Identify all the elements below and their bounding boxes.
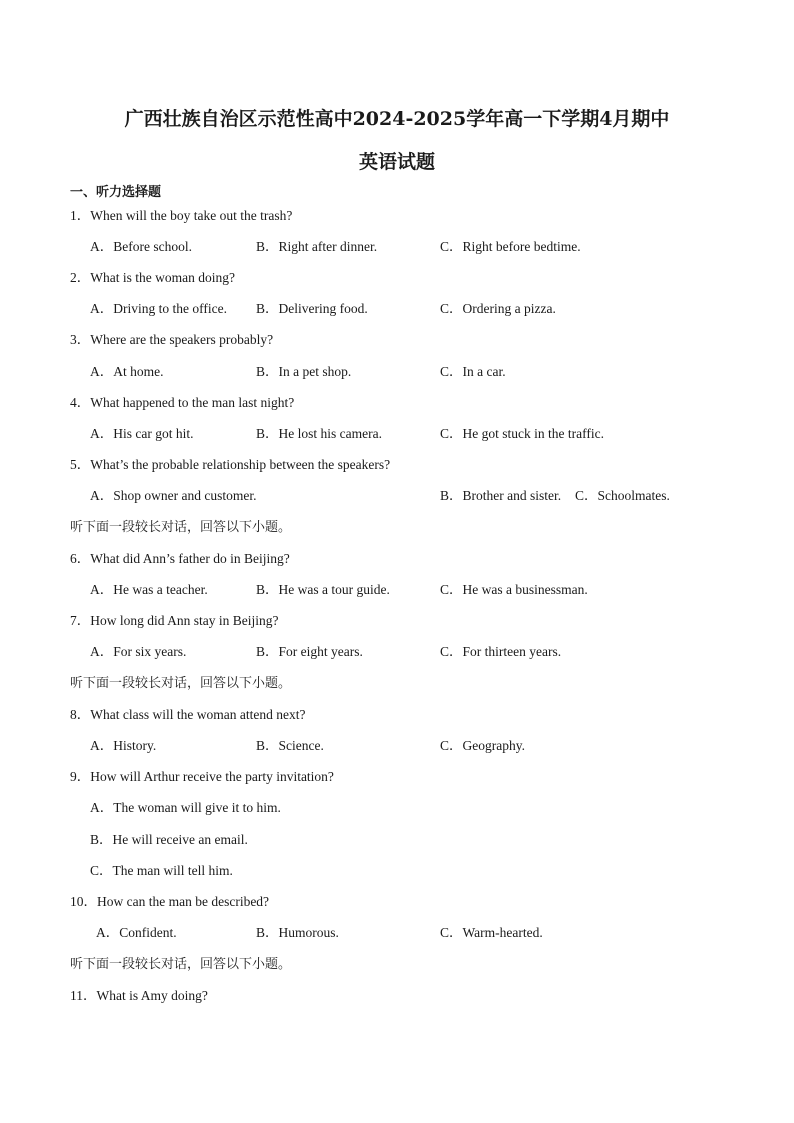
q9-option-c: C．The man will tell him. <box>90 863 233 878</box>
q5-option-b: B．Brother and sister. <box>440 488 562 503</box>
q9-option-b: B．He will receive an email. <box>90 832 248 847</box>
q10-option-a: A．Confident. <box>96 925 177 940</box>
section-heading: 一、听力选择题 <box>70 185 162 200</box>
q4-option-c: C．He got stuck in the traffic. <box>440 426 604 441</box>
question-10: 10．How can the man be described? <box>70 894 270 909</box>
q10-option-c: C．Warm-hearted. <box>440 925 543 940</box>
q5-option-a: A．Shop owner and customer. <box>90 488 257 503</box>
instruction-1: 听下面一段较长对话，回答以下小题。 <box>70 520 292 535</box>
question-3: 3．Where are the speakers probably? <box>70 332 274 347</box>
q1-option-a: A．Before school. <box>90 239 192 254</box>
q10-option-b: B．Humorous. <box>256 925 339 940</box>
question-7: 7．How long did Ann stay in Beijing? <box>70 613 279 628</box>
q2-option-b: B．Delivering food. <box>256 301 368 316</box>
q3-option-a: A．At home. <box>90 364 164 379</box>
question-9: 9．How will Arthur receive the party invitation? <box>70 769 334 784</box>
question-6: 6．What did Ann’s father do in Beijing? <box>70 551 290 566</box>
q1-option-b: B．Right after dinner. <box>256 239 378 254</box>
q8-option-b: B．Science. <box>256 738 324 753</box>
q3-option-b: B．In a pet shop. <box>256 364 352 379</box>
q2-option-c: C．Ordering a pizza. <box>440 301 556 316</box>
instruction-3: 听下面一段较长对话，回答以下小题。 <box>70 957 292 972</box>
question-11: 11．What is Amy doing? <box>70 988 208 1003</box>
q4-option-b: B．He lost his camera. <box>256 426 382 441</box>
q3-option-c: C．In a car. <box>440 364 506 379</box>
question-2: 2．What is the woman doing? <box>70 270 235 285</box>
q4-option-a: A．His car got hit. <box>90 426 194 441</box>
q9-option-a: A．The woman will give it to him. <box>90 800 281 815</box>
instruction-2: 听下面一段较长对话，回答以下小题。 <box>70 676 292 691</box>
q2-option-a: A．Driving to the office. <box>90 301 227 316</box>
q1-option-c: C．Right before bedtime. <box>440 239 581 254</box>
q6-option-b: B．He was a tour guide. <box>256 582 390 597</box>
document-title: 广西壮族自治区示范性高中2024-2025学年高一下学期4月期中 <box>124 108 670 130</box>
question-1: 1．When will the boy take out the trash? <box>70 208 293 223</box>
q7-option-b: B．For eight years. <box>256 644 363 659</box>
q5-option-c: C．Schoolmates. <box>575 488 670 503</box>
question-5: 5．What’s the probable relationship between the speakers? <box>70 457 391 472</box>
question-8: 8．What class will the woman attend next? <box>70 707 306 722</box>
q6-option-c: C．He was a businessman. <box>440 582 588 597</box>
q7-option-a: A．For six years. <box>90 644 187 659</box>
question-4: 4．What happened to the man last night? <box>70 395 295 410</box>
q8-option-c: C．Geography. <box>440 738 525 753</box>
q7-option-c: C．For thirteen years. <box>440 644 562 659</box>
document-subtitle: 英语试题 <box>358 151 435 173</box>
q8-option-a: A．History. <box>90 738 157 753</box>
q6-option-a: A．He was a teacher. <box>90 582 208 597</box>
